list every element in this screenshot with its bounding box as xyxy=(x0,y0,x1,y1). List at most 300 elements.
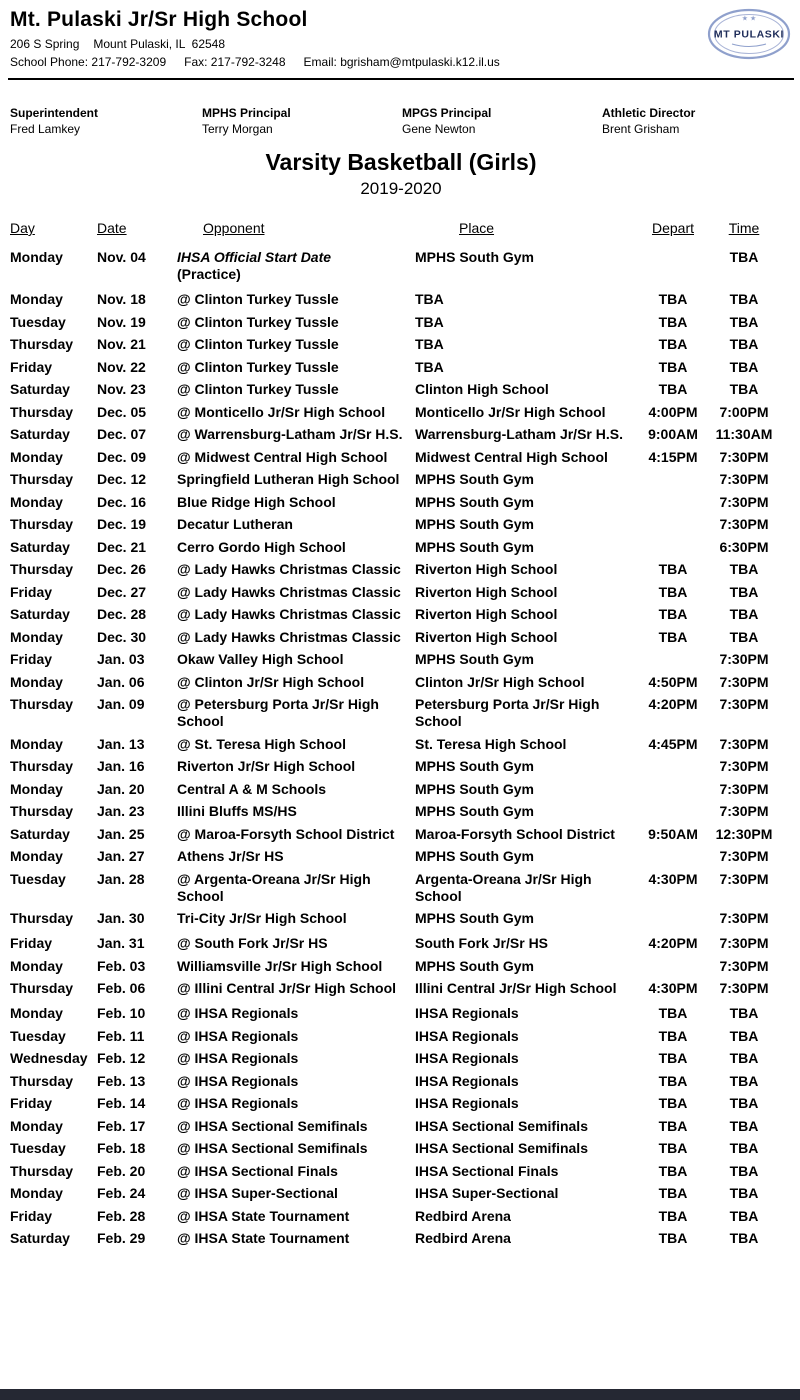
cell-date: Dec. 09 xyxy=(97,448,147,465)
cell-depart xyxy=(645,803,701,820)
cell-depart: TBA xyxy=(658,1027,688,1044)
cell-day: Monday xyxy=(10,1185,63,1201)
cell-place: Riverton High School xyxy=(415,561,558,577)
cell-depart: TBA xyxy=(658,1207,688,1224)
opponent-text: @ Argenta-Oreana Jr/Sr High School xyxy=(177,870,371,904)
cell-time: 7:30PM xyxy=(719,516,769,532)
cell-depart: TBA xyxy=(658,381,688,397)
opponent-text: @ Petersburg Porta Jr/Sr High School xyxy=(177,696,379,729)
opponent-text: Blue Ridge High School xyxy=(177,493,336,510)
opponent-note: (Practice) xyxy=(177,266,241,282)
table-row xyxy=(10,404,792,421)
cell-place: Midwest Central High School xyxy=(415,448,608,465)
cell-opponent xyxy=(177,651,415,668)
cell-time: TBA xyxy=(729,381,759,397)
cell-opponent xyxy=(177,1140,415,1157)
cell-day: Monday xyxy=(10,1117,63,1134)
cell-time: 6:30PM xyxy=(719,538,769,555)
cell-opponent xyxy=(177,629,415,646)
opponent-text: @ South Fork Jr/Sr HS xyxy=(177,935,328,951)
cell-day: Thursday xyxy=(10,696,74,712)
table-row xyxy=(10,1163,792,1180)
cell-opponent xyxy=(177,696,415,730)
cell-day: Thursday xyxy=(10,516,74,532)
cell-depart xyxy=(645,249,701,283)
cell-day: Tuesday xyxy=(10,1140,66,1156)
cell-day: Thursday xyxy=(10,910,74,926)
column-header-day: Day xyxy=(10,220,35,236)
cell-place: IHSA Sectional Finals xyxy=(415,1162,559,1179)
cell-day: Saturday xyxy=(10,538,70,555)
opponent-text: @ IHSA Regionals xyxy=(177,1027,299,1044)
cell-place: MPHS South Gym xyxy=(415,758,535,774)
opponent-text: @ Clinton Turkey Tussle xyxy=(177,336,339,352)
column-header-opponent: Opponent xyxy=(203,220,265,236)
table-row xyxy=(10,381,792,398)
cell-opponent xyxy=(177,471,415,488)
cell-time: 7:30PM xyxy=(719,696,769,712)
table-row xyxy=(10,1185,792,1202)
table-row xyxy=(10,1118,792,1135)
schedule-table xyxy=(10,220,792,1247)
cell-opponent xyxy=(177,336,415,353)
column-header-date: Date xyxy=(97,220,127,236)
cell-depart: 4:30PM xyxy=(648,870,698,887)
staff-athletic-director xyxy=(602,106,792,136)
cell-depart: 4:00PM xyxy=(648,403,698,420)
table-row xyxy=(10,606,792,623)
cell-depart: TBA xyxy=(658,561,688,577)
cell-time: TBA xyxy=(729,358,759,375)
cell-opponent xyxy=(177,359,415,376)
cell-date: Dec. 16 xyxy=(97,493,147,510)
school-address xyxy=(10,37,792,51)
cell-day: Thursday xyxy=(10,1072,74,1089)
seal-text: MT PULASKI xyxy=(713,28,785,41)
opponent-text: @ Monticello Jr/Sr High School xyxy=(177,403,386,420)
cell-depart: 4:50PM xyxy=(648,673,698,690)
cell-date: Feb. 06 xyxy=(97,980,146,996)
cell-date: Feb. 17 xyxy=(97,1117,146,1134)
cell-time: 7:30PM xyxy=(719,870,769,887)
cell-opponent xyxy=(177,848,415,865)
column-header-depart: Depart xyxy=(651,220,695,236)
cell-place: St. Teresa High School xyxy=(415,735,567,752)
opponent-text: Central A & M Schools xyxy=(177,780,327,797)
cell-time: TBA xyxy=(729,1072,759,1089)
cell-day: Friday xyxy=(10,358,53,375)
address-city: Mount Pulaski, IL 62548 xyxy=(93,37,226,51)
cell-day: Friday xyxy=(10,651,53,667)
table-row xyxy=(10,651,792,668)
table-row xyxy=(10,1005,792,1022)
cell-place: Monticello Jr/Sr High School xyxy=(415,403,606,420)
opponent-text: @ Clinton Turkey Tussle xyxy=(177,313,339,330)
table-row xyxy=(10,758,792,775)
cell-date: Feb. 13 xyxy=(97,1072,146,1089)
table-row xyxy=(10,803,792,820)
cell-time: TBA xyxy=(729,1050,759,1066)
cell-place: TBA xyxy=(415,358,444,375)
table-row xyxy=(10,910,792,927)
cell-opponent xyxy=(177,958,415,975)
table-row xyxy=(10,1230,792,1247)
cell-place: Redbird Arena xyxy=(415,1230,511,1246)
staff-person: Fred Lamkey xyxy=(10,122,81,136)
opponent-text: Tri-City Jr/Sr High School xyxy=(177,910,347,926)
cell-time: TBA xyxy=(729,1140,759,1156)
cell-opponent xyxy=(177,539,415,556)
school-contact xyxy=(10,55,792,69)
opponent-text: @ Lady Hawks Christmas Classic xyxy=(177,606,401,622)
opponent-text: @ IHSA Sectional Finals xyxy=(177,1162,338,1179)
cell-day: Monday xyxy=(10,448,63,465)
opponent-text: @ Lady Hawks Christmas Classic xyxy=(177,628,401,645)
cell-depart: TBA xyxy=(658,1162,688,1179)
cell-place: IHSA Sectional Semifinals xyxy=(415,1140,588,1156)
cell-date: Nov. 18 xyxy=(97,291,146,307)
table-row xyxy=(10,674,792,691)
cell-opponent xyxy=(177,1005,415,1022)
cell-place: IHSA Sectional Semifinals xyxy=(415,1117,588,1134)
cell-place: Illini Central Jr/Sr High School xyxy=(415,980,617,996)
table-row xyxy=(10,629,792,646)
cell-date: Dec. 21 xyxy=(97,538,147,555)
cell-time: TBA xyxy=(729,1207,759,1224)
cell-opponent xyxy=(177,803,415,820)
cell-place: Clinton Jr/Sr High School xyxy=(415,673,585,690)
opponent-text: @ IHSA Sectional Semifinals xyxy=(177,1117,368,1134)
cell-time: TBA xyxy=(729,606,759,622)
table-row xyxy=(10,980,792,997)
cell-depart: TBA xyxy=(658,291,688,307)
staff-directory xyxy=(10,106,792,136)
cell-day: Friday xyxy=(10,1095,53,1111)
cell-day: Saturday xyxy=(10,426,70,442)
cell-depart: TBA xyxy=(658,1140,688,1156)
opponent-text: Athens Jr/Sr HS xyxy=(177,848,284,864)
cell-depart xyxy=(645,781,701,798)
cell-time: 7:30PM xyxy=(719,980,769,996)
opponent-text: @ Maroa-Forsyth School District xyxy=(177,825,395,842)
staff-role: Athletic Director xyxy=(602,106,696,120)
cell-date: Feb. 03 xyxy=(97,957,146,974)
cell-depart: TBA xyxy=(658,628,688,645)
cell-opponent xyxy=(177,381,415,398)
cell-time: TBA xyxy=(729,1117,759,1134)
cell-depart xyxy=(645,958,701,975)
cell-day: Saturday xyxy=(10,381,70,397)
cell-opponent xyxy=(177,910,415,927)
table-row xyxy=(10,736,792,753)
cell-day: Saturday xyxy=(10,606,70,622)
cell-place: IHSA Regionals xyxy=(415,1005,519,1021)
cell-date: Feb. 12 xyxy=(97,1050,146,1066)
cell-opponent xyxy=(177,449,415,466)
cell-time: 7:30PM xyxy=(719,735,769,752)
opponent-text: @ Clinton Jr/Sr High School xyxy=(177,673,365,690)
cell-depart xyxy=(645,516,701,533)
cell-opponent xyxy=(177,1073,415,1090)
table-row xyxy=(10,1073,792,1090)
cell-day: Monday xyxy=(10,735,63,752)
cell-place: MPHS South Gym xyxy=(415,910,535,926)
cell-day: Tuesday xyxy=(10,870,66,887)
cell-place: MPHS South Gym xyxy=(415,780,535,797)
column-header-place: Place xyxy=(459,220,495,236)
cell-opponent xyxy=(177,871,415,905)
cell-depart: TBA xyxy=(658,1050,688,1066)
cell-opponent xyxy=(177,758,415,775)
column-header-time: Time xyxy=(728,220,760,236)
cell-place: TBA xyxy=(415,291,444,307)
cell-day: Tuesday xyxy=(10,1027,66,1044)
cell-place: Riverton High School xyxy=(415,628,558,645)
cell-depart: TBA xyxy=(658,606,688,622)
staff-person: Terry Morgan xyxy=(202,122,273,136)
cell-place: MPHS South Gym xyxy=(415,651,535,667)
cell-day: Thursday xyxy=(10,403,74,420)
table-row xyxy=(10,1050,792,1067)
cell-date: Feb. 10 xyxy=(97,1005,146,1021)
table-row xyxy=(10,871,792,905)
cell-time: 7:30PM xyxy=(719,780,769,797)
opponent-text: Williamsville Jr/Sr High School xyxy=(177,957,383,974)
opponent-text: Decatur Lutheran xyxy=(177,516,293,532)
cell-time: TBA xyxy=(729,1185,759,1201)
cell-time: 7:30PM xyxy=(719,471,769,487)
table-row xyxy=(10,291,792,308)
table-row xyxy=(10,848,792,865)
cell-opponent xyxy=(177,674,415,691)
opponent-text: @ Lady Hawks Christmas Classic xyxy=(177,561,401,577)
cell-day: Thursday xyxy=(10,758,74,774)
cell-time: TBA xyxy=(729,1095,759,1111)
cell-date: Jan. 20 xyxy=(97,780,145,797)
cell-date: Feb. 11 xyxy=(97,1027,145,1044)
cell-place: MPHS South Gym xyxy=(415,493,535,510)
cell-time: TBA xyxy=(729,1230,759,1246)
cell-date: Jan. 25 xyxy=(97,825,145,842)
cell-depart: TBA xyxy=(658,583,688,600)
seal-stars-icon: ★ ★ xyxy=(741,15,757,23)
opponent-text: @ Clinton Turkey Tussle xyxy=(177,358,339,375)
cell-depart: 4:20PM xyxy=(648,935,698,951)
cell-place: IHSA Regionals xyxy=(415,1050,519,1066)
cell-opponent xyxy=(177,404,415,421)
cell-date: Feb. 18 xyxy=(97,1140,146,1156)
cell-opponent xyxy=(177,1230,415,1247)
staff-role: Superintendent xyxy=(10,106,99,120)
cell-depart: TBA xyxy=(658,1005,688,1021)
cell-date: Jan. 23 xyxy=(97,803,145,819)
cell-opponent xyxy=(177,606,415,623)
staff-person: Gene Newton xyxy=(402,122,476,136)
cell-day: Monday xyxy=(10,848,63,864)
opponent-text: @ Illini Central Jr/Sr High School xyxy=(177,980,397,996)
cell-time: 7:30PM xyxy=(719,448,769,465)
cell-place: Argenta-Oreana Jr/Sr High School xyxy=(415,870,592,904)
opponent-text: @ IHSA Regionals xyxy=(177,1072,299,1089)
cell-day: Saturday xyxy=(10,825,70,842)
page-title: Mt. Pulaski Jr/Sr High School xyxy=(10,8,308,31)
cell-time: TBA xyxy=(729,628,759,645)
opponent-text: Springfield Lutheran High School xyxy=(177,471,400,487)
table-row xyxy=(10,449,792,466)
cell-date: Nov. 04 xyxy=(97,249,146,265)
cell-opponent xyxy=(177,314,415,331)
cell-day: Monday xyxy=(10,291,63,307)
cell-place: Clinton High School xyxy=(415,381,549,397)
opponent-text: Okaw Valley High School xyxy=(177,651,344,667)
school-fax: Fax: 217-792-3248 xyxy=(184,55,286,69)
cell-opponent xyxy=(177,1028,415,1045)
table-row xyxy=(10,426,792,443)
cell-depart xyxy=(645,494,701,511)
cell-time: TBA xyxy=(729,249,759,265)
cell-date: Jan. 27 xyxy=(97,848,145,864)
cell-place: MPHS South Gym xyxy=(415,471,535,487)
cell-depart: TBA xyxy=(658,1185,688,1201)
table-row xyxy=(10,539,792,556)
cell-day: Wednesday xyxy=(10,1050,88,1066)
schedule-season: 2019-2020 xyxy=(360,179,442,198)
cell-day: Thursday xyxy=(10,980,74,996)
cell-time: 7:30PM xyxy=(719,957,769,974)
opponent-text: @ Clinton Turkey Tussle xyxy=(177,291,339,307)
cell-opponent xyxy=(177,584,415,601)
cell-depart xyxy=(645,758,701,775)
cell-time: 7:30PM xyxy=(719,803,769,819)
cell-day: Thursday xyxy=(10,471,74,487)
cell-time: 7:30PM xyxy=(719,493,769,510)
table-row xyxy=(10,584,792,601)
cell-date: Nov. 19 xyxy=(97,313,146,330)
cell-place: MPHS South Gym xyxy=(415,516,535,532)
table-row xyxy=(10,696,792,730)
table-row xyxy=(10,781,792,798)
cell-depart: 4:45PM xyxy=(648,735,698,752)
cell-day: Thursday xyxy=(10,336,74,352)
cell-time: TBA xyxy=(729,291,759,307)
cell-depart: TBA xyxy=(658,1117,688,1134)
cell-place: MPHS South Gym xyxy=(415,957,535,974)
opponent-text: @ IHSA Regionals xyxy=(177,1005,299,1021)
cell-time: TBA xyxy=(729,336,759,352)
table-row xyxy=(10,935,792,952)
cell-place: MPHS South Gym xyxy=(415,803,535,819)
opponent-text: Cerro Gordo High School xyxy=(177,538,346,555)
cell-date: Jan. 31 xyxy=(97,935,145,951)
cell-time: 7:00PM xyxy=(719,403,769,420)
address-street: 206 S Spring xyxy=(10,37,80,51)
cell-time: TBA xyxy=(729,313,759,330)
schedule-table-body xyxy=(10,249,792,1247)
cell-place: Redbird Arena xyxy=(415,1207,511,1224)
cell-day: Tuesday xyxy=(10,313,66,330)
cell-time: 7:30PM xyxy=(719,848,769,864)
cell-opponent xyxy=(177,494,415,511)
opponent-text: @ IHSA State Tournament xyxy=(177,1207,350,1224)
cell-date: Jan. 03 xyxy=(97,651,145,667)
cell-day: Monday xyxy=(10,957,63,974)
table-row xyxy=(10,471,792,488)
cell-day: Monday xyxy=(10,628,63,645)
cell-opponent xyxy=(177,1163,415,1180)
cell-time: 7:30PM xyxy=(719,651,769,667)
opponent-text: @ IHSA Sectional Semifinals xyxy=(177,1140,368,1156)
cell-depart xyxy=(645,471,701,488)
cell-depart: TBA xyxy=(658,358,688,375)
cell-place: IHSA Regionals xyxy=(415,1072,519,1089)
cell-date: Jan. 09 xyxy=(97,696,145,712)
cell-place: Warrensburg-Latham Jr/Sr H.S. xyxy=(415,426,623,442)
header xyxy=(10,8,792,80)
cell-depart: TBA xyxy=(658,1230,688,1246)
cell-depart: 4:15PM xyxy=(648,448,698,465)
cell-opponent xyxy=(177,736,415,753)
cell-time: TBA xyxy=(729,1027,759,1044)
cell-depart: TBA xyxy=(658,313,688,330)
staff-person: Brent Grisham xyxy=(602,122,680,136)
cell-time: 7:30PM xyxy=(719,935,769,951)
table-row xyxy=(10,249,792,283)
cell-date: Jan. 30 xyxy=(97,910,145,926)
opponent-text: IHSA Official Start Date xyxy=(177,249,332,265)
cell-opponent xyxy=(177,980,415,997)
cell-date: Jan. 16 xyxy=(97,758,145,774)
cell-opponent xyxy=(177,291,415,308)
cell-depart: 9:50AM xyxy=(648,825,698,842)
cell-date: Feb. 14 xyxy=(97,1095,146,1111)
opponent-text: @ Midwest Central High School xyxy=(177,448,388,465)
table-row xyxy=(10,494,792,511)
cell-time: TBA xyxy=(729,583,759,600)
staff-role: MPHS Principal xyxy=(202,106,291,120)
cell-depart: 4:30PM xyxy=(648,980,698,996)
cell-place: Maroa-Forsyth School District xyxy=(415,825,615,842)
cell-place: TBA xyxy=(415,336,444,352)
opponent-text: @ Lady Hawks Christmas Classic xyxy=(177,583,401,600)
table-header-row xyxy=(10,220,792,236)
opponent-text: @ St. Teresa High School xyxy=(177,735,346,752)
cell-date: Feb. 20 xyxy=(97,1162,146,1179)
cell-date: Dec. 28 xyxy=(97,606,147,622)
cell-place: IHSA Regionals xyxy=(415,1095,519,1111)
cell-date: Dec. 26 xyxy=(97,561,147,577)
cell-date: Jan. 06 xyxy=(97,673,145,690)
cell-depart: 9:00AM xyxy=(648,426,698,442)
staff-mpgs-principal xyxy=(402,106,602,136)
cell-date: Dec. 12 xyxy=(97,471,147,487)
cell-place: Petersburg Porta Jr/Sr High School xyxy=(415,696,600,729)
cell-opponent xyxy=(177,781,415,798)
footer-bar xyxy=(0,1389,800,1400)
cell-depart: 4:20PM xyxy=(648,696,698,712)
schedule-title: Varsity Basketball (Girls) xyxy=(265,149,537,175)
cell-depart: TBA xyxy=(658,1072,688,1089)
table-row xyxy=(10,1140,792,1157)
cell-place: TBA xyxy=(415,313,444,330)
opponent-text: @ IHSA Regionals xyxy=(177,1050,299,1066)
cell-day: Monday xyxy=(10,1005,63,1021)
cell-place: MPHS South Gym xyxy=(415,848,535,864)
cell-place: MPHS South Gym xyxy=(415,249,535,265)
table-row xyxy=(10,1208,792,1225)
cell-depart xyxy=(645,539,701,556)
cell-date: Dec. 27 xyxy=(97,583,147,600)
cell-opponent xyxy=(177,1208,415,1225)
